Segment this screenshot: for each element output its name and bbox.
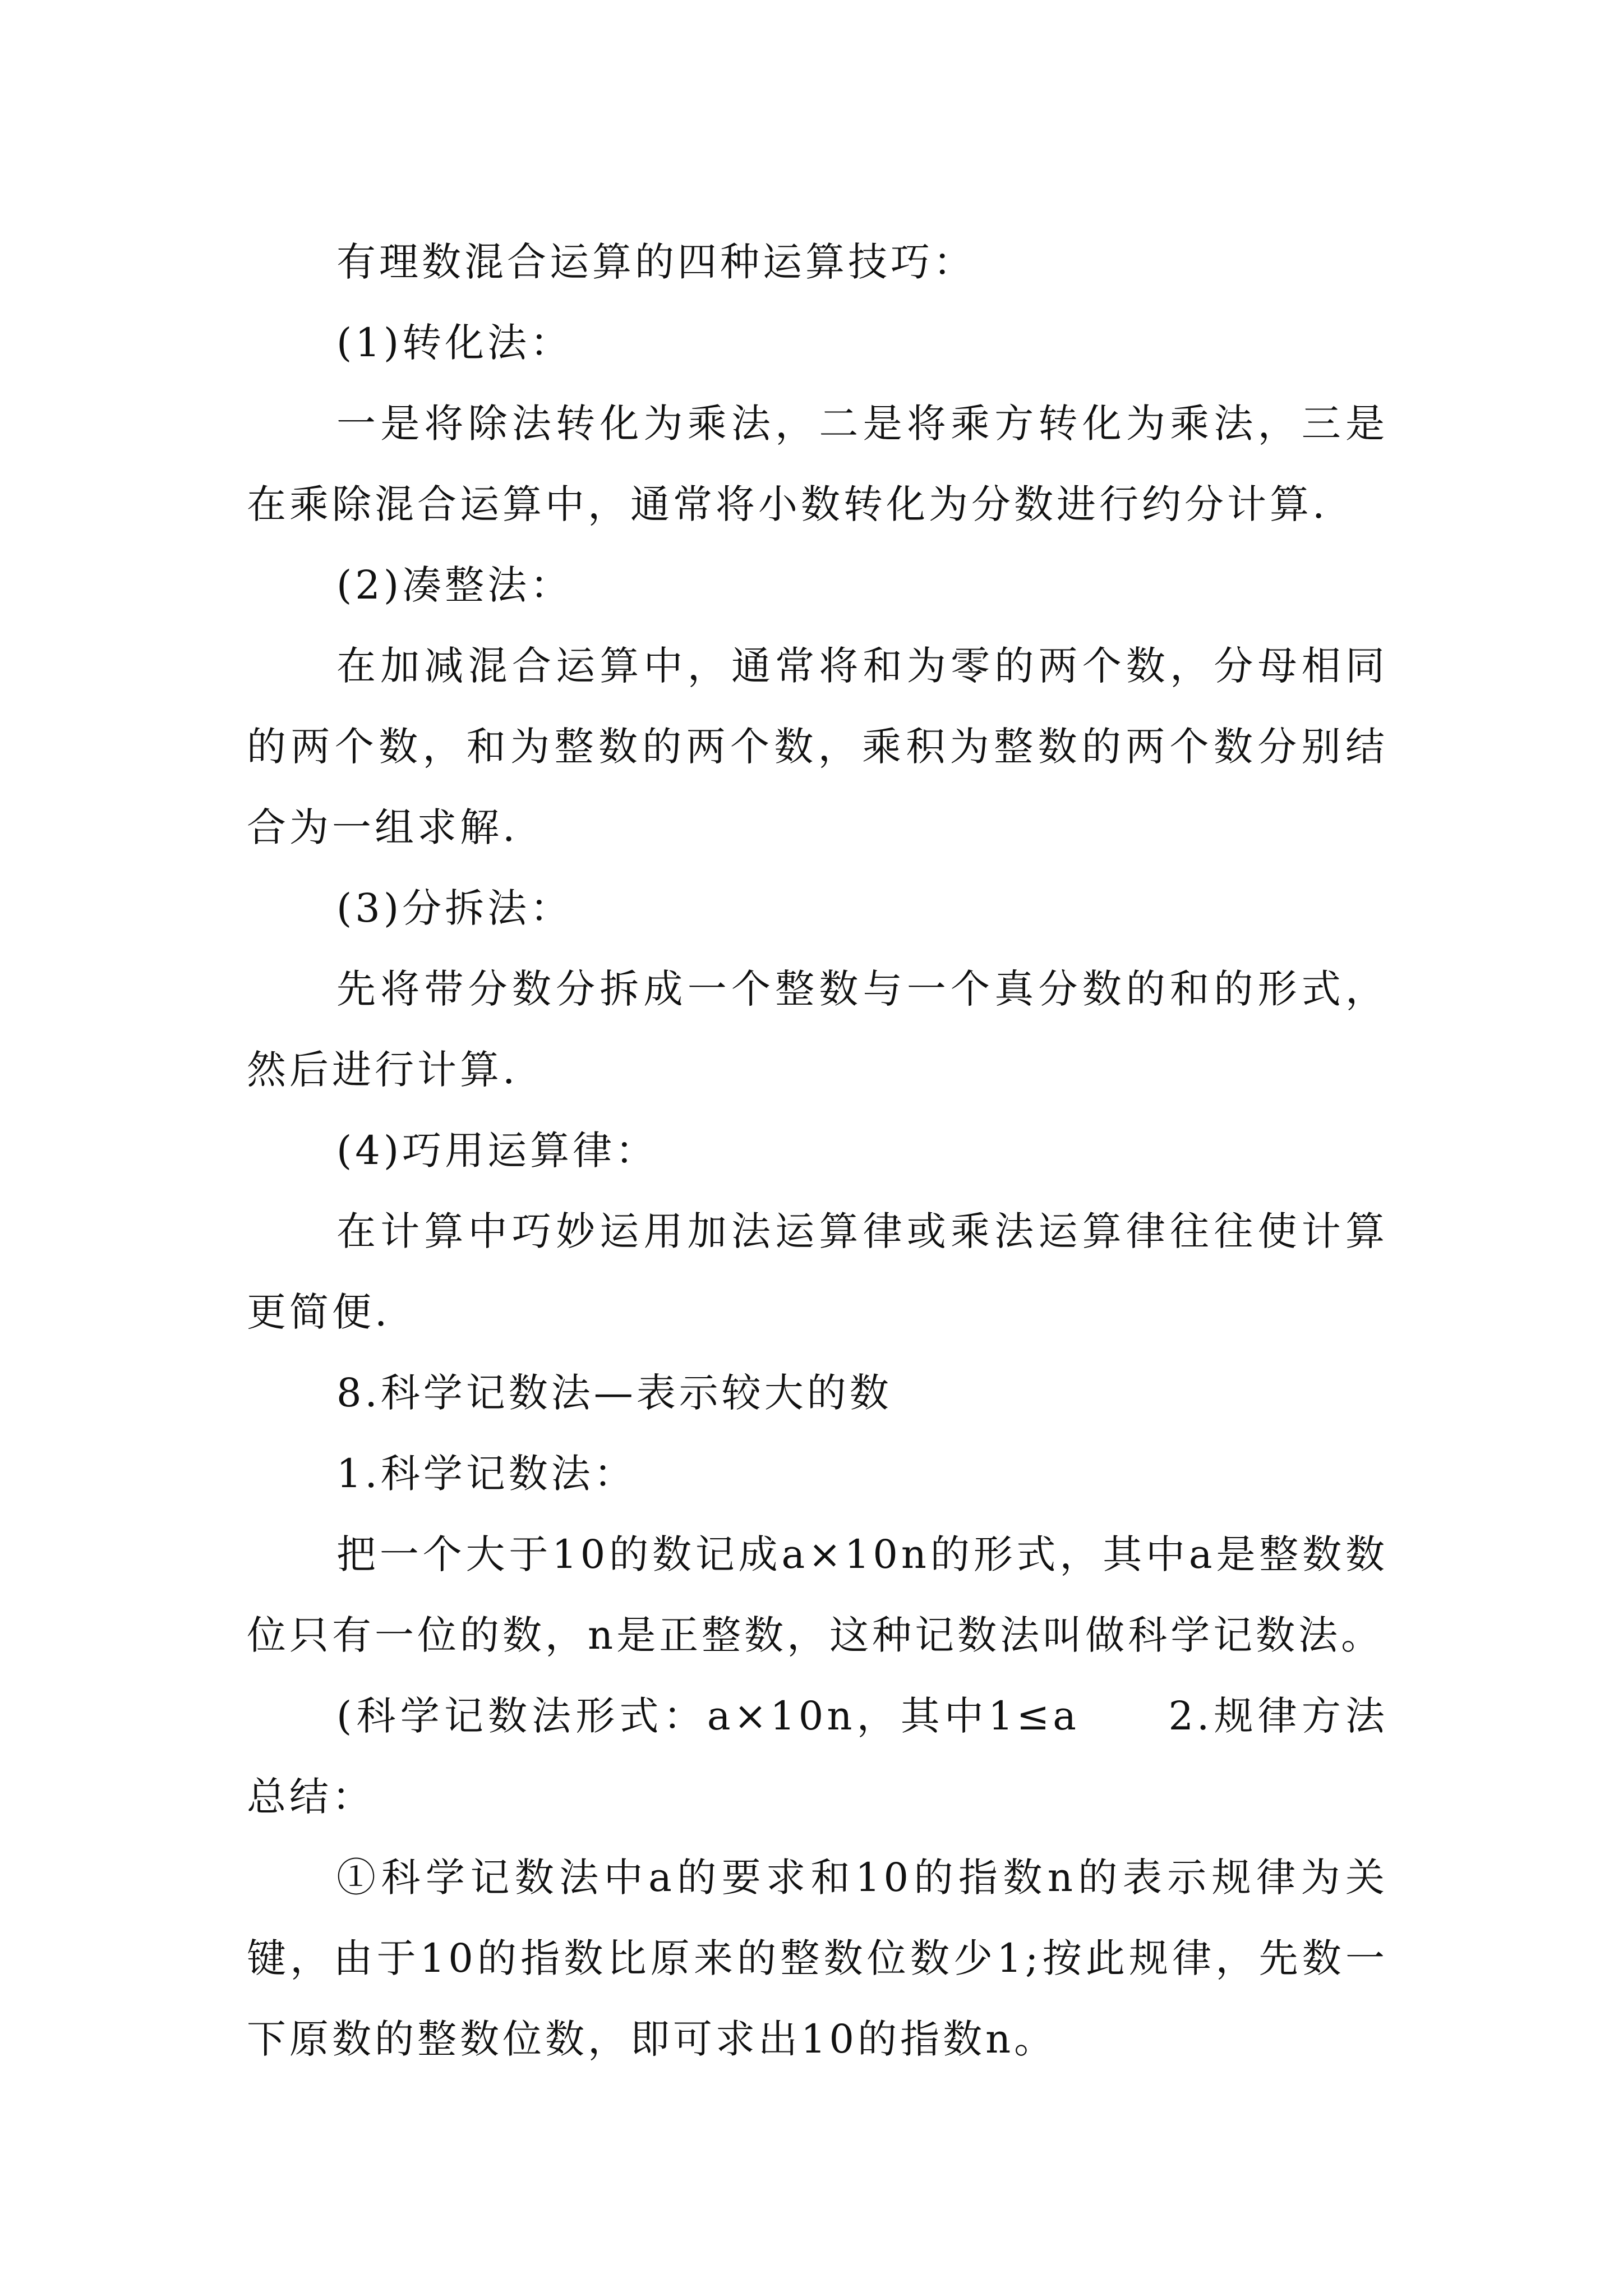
paragraph-splitting-body: 先将带分数分拆成一个整数与一个真分数的和的形式，然后进行计算.: [247, 966, 1388, 1093]
paragraph-rule-summary: ①科学记数法中a的要求和10的指数n的表示规律为关键，由于10的指数比原来的整数位数少1;按此规律，先数一下原数的整数位数，即可求出10的指数n。: [247, 1855, 1388, 2062]
paragraph-conversion-body: 一是将除法转化为乘法，二是将乘方转化为乘法，三是在乘除混合运算中，通常将小数转化为分数进行约分计算.: [247, 401, 1388, 527]
paragraph-section-8-heading: 8.科学记数法—表示较大的数: [336, 1370, 892, 1416]
paragraph-heading-techniques: 有理数混合运算的四种运算技巧：: [336, 239, 976, 285]
paragraph-splitting-title: (3)分拆法：: [336, 885, 573, 931]
paragraph-sci-notation-body: 把一个大于10的数记成a×10n的形式，其中a是整数数位只有一位的数，n是正整数，这种记数法叫做科学记数法。: [247, 1531, 1388, 1658]
paragraph-laws-title: (4)巧用运算律：: [336, 1128, 658, 1174]
paragraph-laws-body: 在计算中巧妙运用加法运算律或乘法运算律往往使计算更简便.: [247, 1208, 1388, 1335]
paragraph-sci-notation-form: (科学记数法形式：a×10n，其中1≤a 2.规律方法总结：: [247, 1693, 1388, 1820]
paragraph-rounding-title: (2)凑整法：: [336, 562, 573, 608]
paragraph-sci-notation-title: 1.科学记数法：: [336, 1451, 637, 1497]
document-body: [247, 222, 1388, 2079]
paragraph-conversion-title: (1)转化法：: [336, 320, 573, 366]
paragraph-rounding-body: 在加减混合运算中，通常将和为零的两个数，分母相同的两个数，和为整数的两个数，乘积为整数的两个数分别结合为一组求解.: [247, 643, 1388, 850]
